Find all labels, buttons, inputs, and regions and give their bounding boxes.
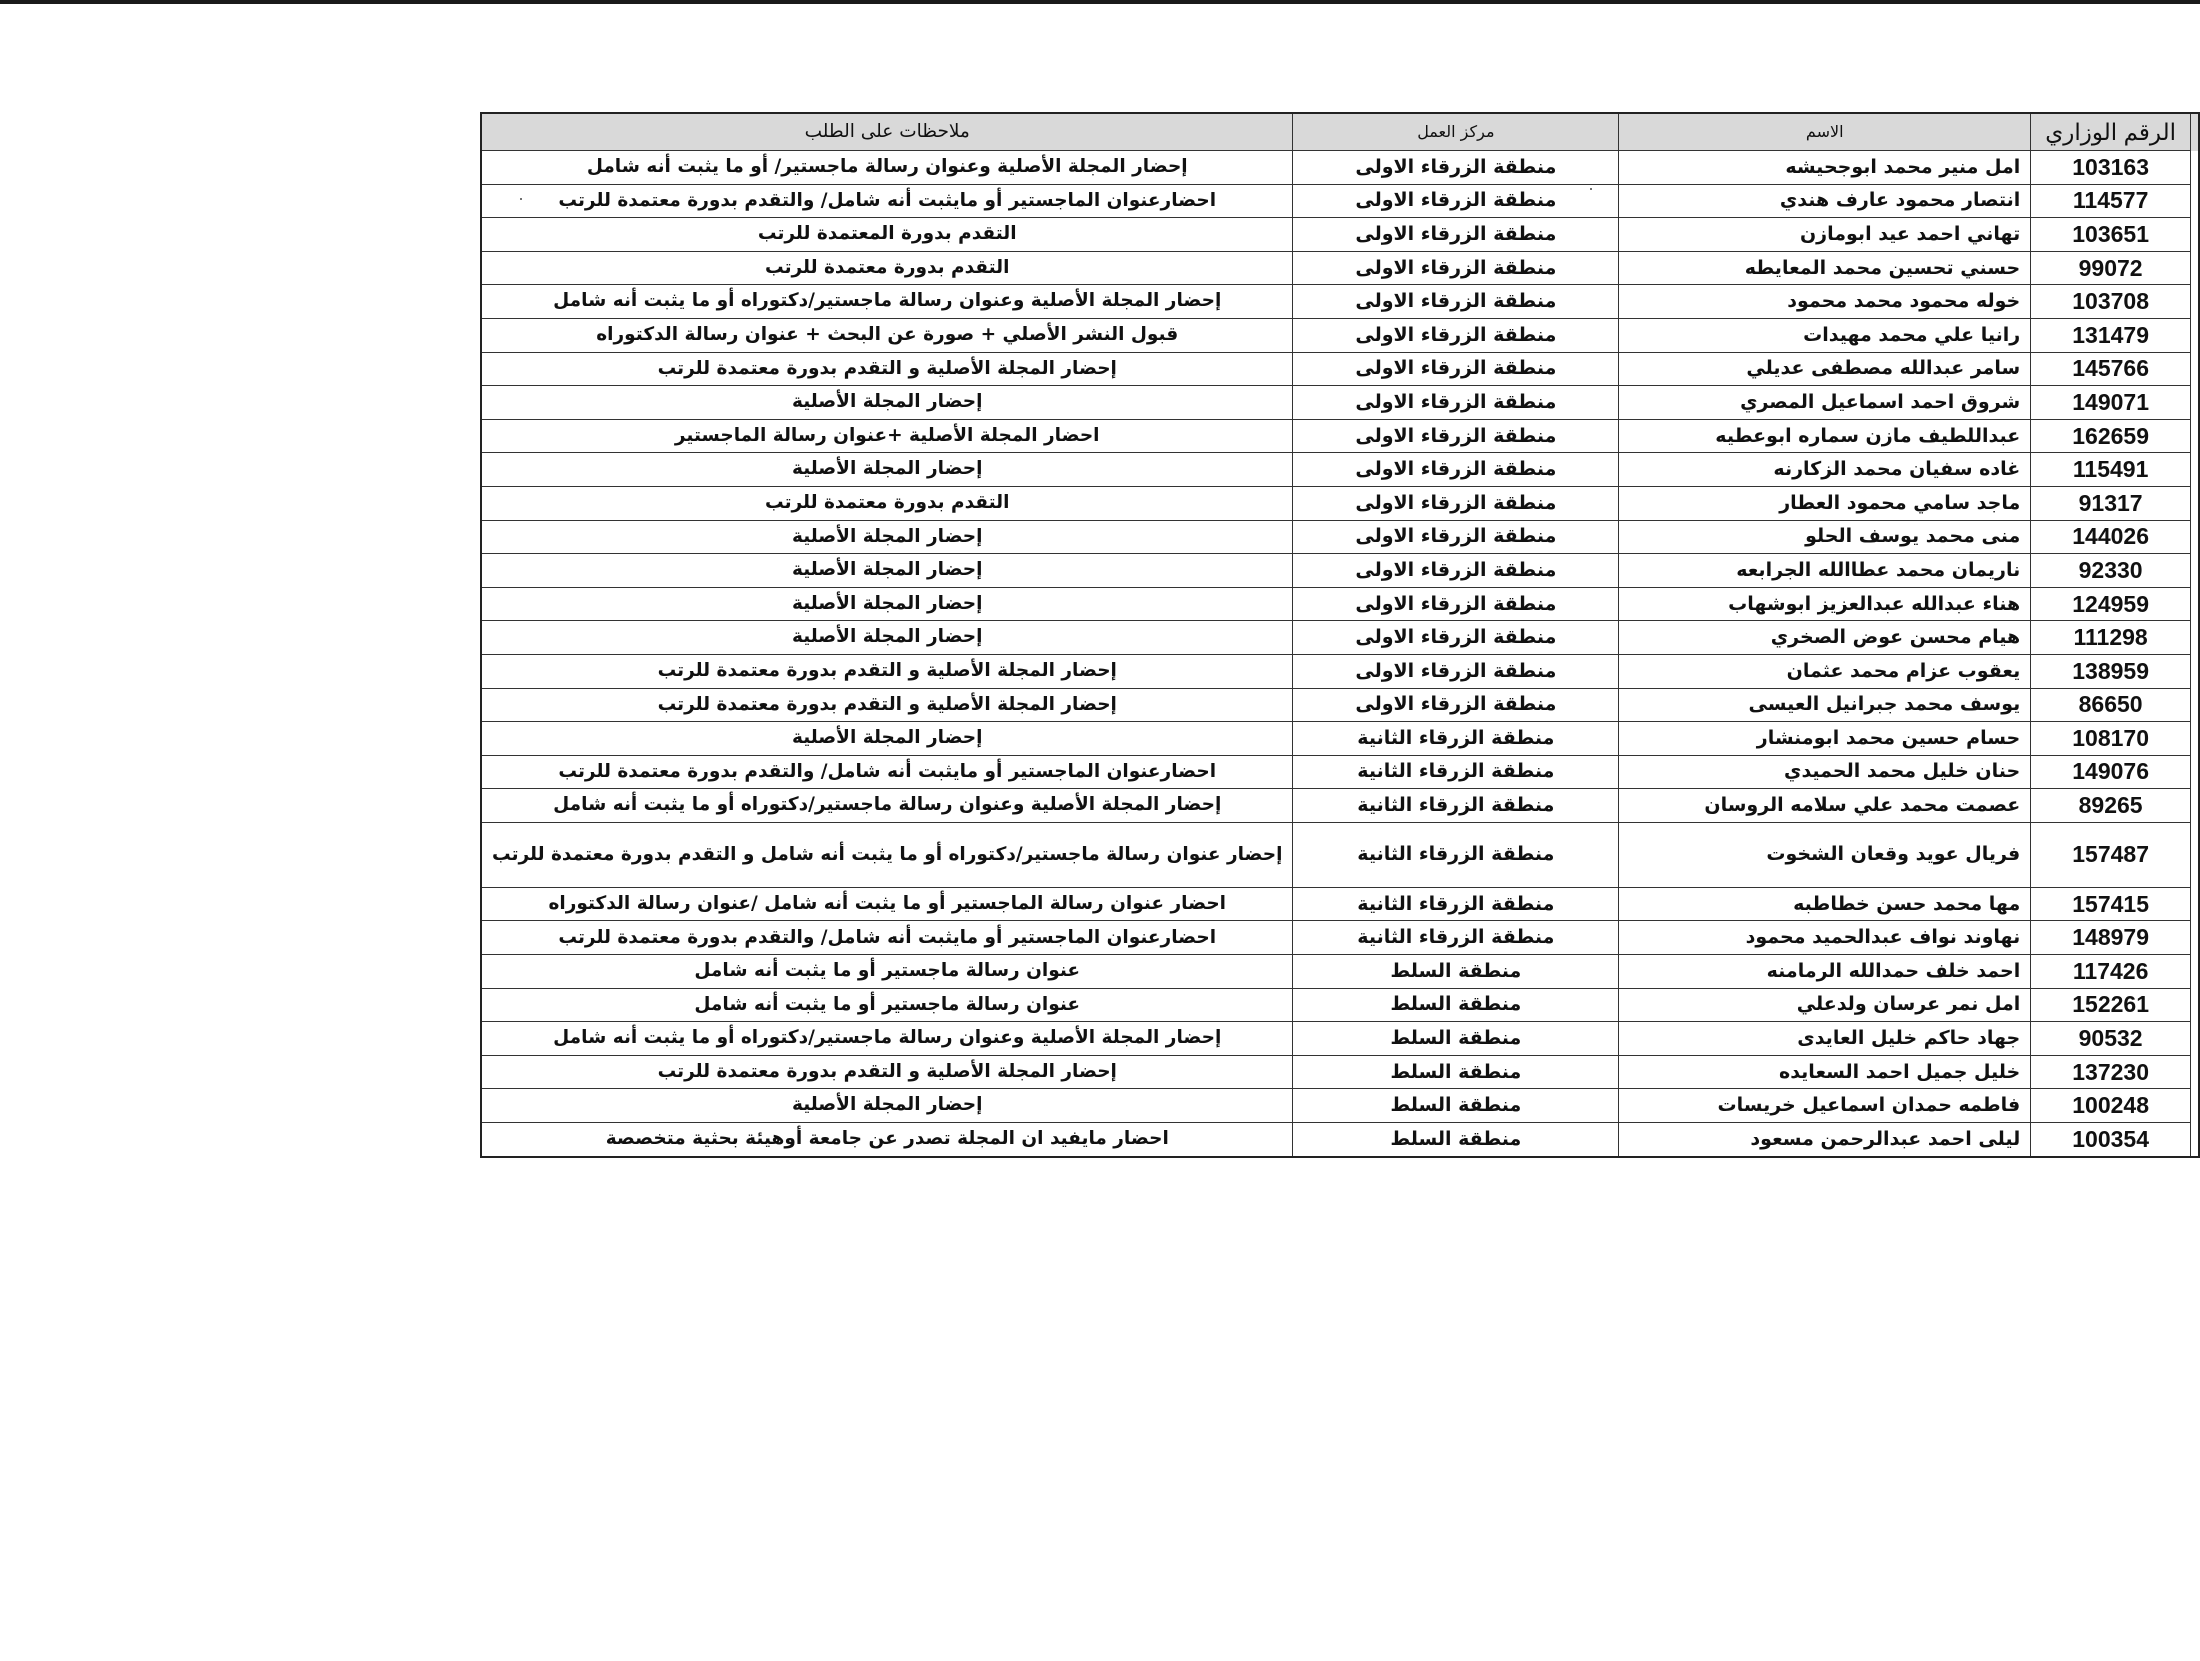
cell-id: 92330 — [2031, 554, 2191, 588]
table-edge-stub — [2191, 688, 2199, 722]
cell-id: 145766 — [2031, 352, 2191, 386]
cell-center: منطقة الزرقاء الاولى — [1293, 486, 1619, 520]
cell-center: منطقة الزرقاء الثانية — [1293, 822, 1619, 887]
cell-notes: إحضار المجلة الأصلية — [481, 554, 1293, 588]
cell-notes: إحضار المجلة الأصلية — [481, 386, 1293, 420]
cell-id: 131479 — [2031, 318, 2191, 352]
cell-id: 108170 — [2031, 722, 2191, 756]
table-row — [481, 621, 2199, 655]
table-edge-stub — [2191, 1089, 2199, 1123]
cell-notes: إحضار المجلة الأصلية و التقدم بدورة معتمدة للرتب — [481, 352, 1293, 386]
cell-notes: التقدم بدورة معتمدة للرتب — [481, 251, 1293, 285]
table-row — [481, 722, 2199, 756]
cell-name: خليل جميل احمد السعايده — [1619, 1055, 2031, 1089]
cell-center: منطقة الزرقاء الثانية — [1293, 789, 1619, 823]
table-edge-stub — [2191, 318, 2199, 352]
table-edge-stub — [2191, 822, 2199, 887]
table-row — [481, 887, 2199, 921]
cell-id: 137230 — [2031, 1055, 2191, 1089]
cell-notes: احضارعنوان الماجستير أو مايثبت أنه شامل/ والتقدم بدورة معتمدة للرتب — [481, 755, 1293, 789]
scan-edge — [0, 0, 2200, 4]
cell-notes: احضار عنوان رسالة الماجستير أو ما يثبت أنه شامل /عنوان رسالة الدكتوراه — [481, 887, 1293, 921]
table-edge-stub — [2191, 285, 2199, 319]
cell-center: منطقة الزرقاء الاولى — [1293, 151, 1619, 185]
cell-id: 148979 — [2031, 921, 2191, 955]
cell-notes: احضارعنوان الماجستير أو مايثبت أنه شامل/ والتقدم بدورة معتمدة للرتب — [481, 184, 1293, 218]
cell-notes: إحضار المجلة الأصلية — [481, 587, 1293, 621]
cell-notes: إحضار المجلة الأصلية و التقدم بدورة معتمدة للرتب — [481, 1055, 1293, 1089]
cell-center: منطقة الزرقاء الثانية — [1293, 887, 1619, 921]
cell-name: حسام حسين محمد ابومنشار — [1619, 722, 2031, 756]
header-id: الرقم الوزاري — [2031, 113, 2191, 151]
cell-center: منطقة السلط — [1293, 1089, 1619, 1123]
table-row — [481, 1022, 2199, 1056]
cell-id: 115491 — [2031, 453, 2191, 487]
table-edge-stub — [2191, 587, 2199, 621]
table-row — [481, 318, 2199, 352]
table-edge-stub — [2191, 554, 2199, 588]
header-name: الاسم — [1619, 113, 2031, 151]
cell-id: 111298 — [2031, 621, 2191, 655]
cell-center: منطقة السلط — [1293, 1022, 1619, 1056]
cell-center: منطقة الزرقاء الاولى — [1293, 520, 1619, 554]
cell-id: 117426 — [2031, 955, 2191, 989]
table-edge-stub — [2191, 1055, 2199, 1089]
cell-name: نهاوند نواف عبدالحميد محمود — [1619, 921, 2031, 955]
table-edge-stub — [2191, 520, 2199, 554]
cell-id: 149076 — [2031, 755, 2191, 789]
table-header-row — [481, 113, 2199, 151]
cell-id: 90532 — [2031, 1022, 2191, 1056]
cell-name: تهاني احمد عيد ابومازن — [1619, 218, 2031, 252]
table-row — [481, 352, 2199, 386]
cell-id: 100354 — [2031, 1123, 2191, 1157]
cell-id: 100248 — [2031, 1089, 2191, 1123]
cell-notes: احضارعنوان الماجستير أو مايثبت أنه شامل/ والتقدم بدورة معتمدة للرتب — [481, 921, 1293, 955]
cell-name: عصمت محمد علي سلامه الروسان — [1619, 789, 2031, 823]
table-row — [481, 184, 2199, 218]
cell-id: 103708 — [2031, 285, 2191, 319]
cell-center: منطقة الزرقاء الثانية — [1293, 921, 1619, 955]
cell-center: منطقة الزرقاء الاولى — [1293, 621, 1619, 655]
cell-notes: قبول النشر الأصلي + صورة عن البحث + عنوان رسالة الدكتوراه — [481, 318, 1293, 352]
cell-center: منطقة الزرقاء الاولى — [1293, 184, 1619, 218]
cell-name: يعقوب عزام محمد عثمان — [1619, 654, 2031, 688]
cell-notes: احضار مايفيد ان المجلة تصدر عن جامعة أوهيئة بحثية متخصصة — [481, 1123, 1293, 1157]
cell-notes: احضار المجلة الأصلية +عنوان رسالة الماجستير — [481, 419, 1293, 453]
cell-notes: إحضار المجلة الأصلية وعنوان رسالة ماجستير/دكتوراه أو ما يثبت أنه شامل — [481, 789, 1293, 823]
cell-name: حسني تحسين محمد المعايطه — [1619, 251, 2031, 285]
cell-id: 157415 — [2031, 887, 2191, 921]
cell-name: مها محمد حسن خطاطبه — [1619, 887, 2031, 921]
cell-name: انتصار محمود عارف هندي — [1619, 184, 2031, 218]
cell-name: شروق احمد اسماعيل المصري — [1619, 386, 2031, 420]
cell-id: 91317 — [2031, 486, 2191, 520]
table-row — [481, 1123, 2199, 1157]
cell-center: منطقة الزرقاء الثانية — [1293, 722, 1619, 756]
table-edge-stub — [2191, 184, 2199, 218]
table-edge-stub — [2191, 654, 2199, 688]
cell-id: 103651 — [2031, 218, 2191, 252]
cell-name: غاده سفيان محمد الزكارنه — [1619, 453, 2031, 487]
table-edge-stub — [2191, 722, 2199, 756]
table-edge-stub — [2191, 352, 2199, 386]
table-row — [481, 755, 2199, 789]
cell-id: 157487 — [2031, 822, 2191, 887]
table-edge-stub — [2191, 921, 2199, 955]
cell-notes: عنوان رسالة ماجستير أو ما يثبت أنه شامل — [481, 988, 1293, 1022]
cell-center: منطقة الزرقاء الاولى — [1293, 218, 1619, 252]
cell-notes: التقدم بدورة المعتمدة للرتب — [481, 218, 1293, 252]
cell-center: منطقة السلط — [1293, 988, 1619, 1022]
cell-notes: إحضار المجلة الأصلية — [481, 722, 1293, 756]
cell-notes: إحضار عنوان رسالة ماجستير/دكتوراه أو ما يثبت أنه شامل و التقدم بدورة معتمدة للرتب — [481, 822, 1293, 887]
cell-center: منطقة الزرقاء الاولى — [1293, 654, 1619, 688]
table-row — [481, 386, 2199, 420]
cell-center: منطقة الزرقاء الثانية — [1293, 755, 1619, 789]
cell-id: 149071 — [2031, 386, 2191, 420]
cell-name: امل نمر عرسان ولدعلي — [1619, 988, 2031, 1022]
cell-name: امل منير محمد ابوجحيشه — [1619, 151, 2031, 185]
cell-center: منطقة الزرقاء الاولى — [1293, 554, 1619, 588]
cell-center: منطقة الزرقاء الاولى — [1293, 251, 1619, 285]
table-row — [481, 1055, 2199, 1089]
table-edge-stub — [2191, 887, 2199, 921]
cell-notes: التقدم بدورة معتمدة للرتب — [481, 486, 1293, 520]
cell-notes: إحضار المجلة الأصلية — [481, 621, 1293, 655]
table-edge-stub — [2191, 113, 2199, 151]
table-edge-stub — [2191, 1123, 2199, 1157]
cell-name: عبداللطيف مازن سماره ابوعطيه — [1619, 419, 2031, 453]
table-edge-stub — [2191, 151, 2199, 185]
cell-id: 152261 — [2031, 988, 2191, 1022]
table-edge-stub — [2191, 955, 2199, 989]
applications-table — [480, 112, 2200, 1158]
table-row — [481, 419, 2199, 453]
table-row — [481, 453, 2199, 487]
cell-center: منطقة الزرقاء الاولى — [1293, 285, 1619, 319]
table-row — [481, 921, 2199, 955]
cell-center: منطقة الزرقاء الاولى — [1293, 587, 1619, 621]
cell-name: سامر عبدالله مصطفى عديلي — [1619, 352, 2031, 386]
cell-id: 144026 — [2031, 520, 2191, 554]
cell-center: منطقة السلط — [1293, 1055, 1619, 1089]
cell-name: فاطمه حمدان اسماعيل خريسات — [1619, 1089, 2031, 1123]
table-row — [481, 1089, 2199, 1123]
cell-notes: إحضار المجلة الأصلية — [481, 520, 1293, 554]
table-row — [481, 218, 2199, 252]
cell-notes: إحضار المجلة الأصلية وعنوان رسالة ماجستير/ أو ما يثبت أنه شامل — [481, 151, 1293, 185]
cell-name: هناء عبدالله عبدالعزيز ابوشهاب — [1619, 587, 2031, 621]
table-edge-stub — [2191, 988, 2199, 1022]
table-edge-stub — [2191, 789, 2199, 823]
cell-name: هيام محسن عوض الصخري — [1619, 621, 2031, 655]
table-row — [481, 955, 2199, 989]
cell-name: احمد خلف حمدالله الرمامنه — [1619, 955, 2031, 989]
cell-notes: إحضار المجلة الأصلية وعنوان رسالة ماجستير/دكتوراه أو ما يثبت أنه شامل — [481, 285, 1293, 319]
cell-center: منطقة السلط — [1293, 955, 1619, 989]
table-row — [481, 988, 2199, 1022]
cell-id: 89265 — [2031, 789, 2191, 823]
cell-center: منطقة الزرقاء الاولى — [1293, 386, 1619, 420]
table-edge-stub — [2191, 1022, 2199, 1056]
cell-name: ليلى احمد عبدالرحمن مسعود — [1619, 1123, 2031, 1157]
cell-center: منطقة الزرقاء الاولى — [1293, 419, 1619, 453]
table-edge-stub — [2191, 386, 2199, 420]
cell-name: حنان خليل محمد الحميدي — [1619, 755, 2031, 789]
cell-notes: عنوان رسالة ماجستير أو ما يثبت أنه شامل — [481, 955, 1293, 989]
table-row — [481, 554, 2199, 588]
cell-id: 162659 — [2031, 419, 2191, 453]
table-edge-stub — [2191, 621, 2199, 655]
cell-notes: إحضار المجلة الأصلية وعنوان رسالة ماجستير/دكتوراه أو ما يثبت أنه شامل — [481, 1022, 1293, 1056]
table-row — [481, 486, 2199, 520]
cell-center: منطقة السلط — [1293, 1123, 1619, 1157]
table-edge-stub — [2191, 251, 2199, 285]
table-edge-stub — [2191, 453, 2199, 487]
table-row — [481, 151, 2199, 185]
header-notes: ملاحظات على الطلب — [481, 113, 1293, 151]
table-edge-stub — [2191, 218, 2199, 252]
table-row — [481, 789, 2199, 823]
table-row — [481, 285, 2199, 319]
table-row — [481, 822, 2199, 887]
table-row — [481, 251, 2199, 285]
cell-name: يوسف محمد جبرانيل العيسى — [1619, 688, 2031, 722]
cell-name: خوله محمود محمد محمود — [1619, 285, 2031, 319]
cell-id: 99072 — [2031, 251, 2191, 285]
table-row — [481, 654, 2199, 688]
cell-id: 86650 — [2031, 688, 2191, 722]
cell-center: منطقة الزرقاء الاولى — [1293, 318, 1619, 352]
cell-name: منى محمد يوسف الحلو — [1619, 520, 2031, 554]
cell-id: 124959 — [2031, 587, 2191, 621]
table-row — [481, 587, 2199, 621]
cell-name: ماجد سامي محمود العطار — [1619, 486, 2031, 520]
cell-notes: إحضار المجلة الأصلية و التقدم بدورة معتمدة للرتب — [481, 688, 1293, 722]
table-edge-stub — [2191, 419, 2199, 453]
cell-name: جهاد حاكم خليل العايدى — [1619, 1022, 2031, 1056]
cell-notes: إحضار المجلة الأصلية — [481, 1089, 1293, 1123]
cell-center: منطقة الزرقاء الاولى — [1293, 688, 1619, 722]
cell-name: فريال عويد وقعان الشخوت — [1619, 822, 2031, 887]
cell-center: منطقة الزرقاء الاولى — [1293, 352, 1619, 386]
header-center: مركز العمل — [1293, 113, 1619, 151]
table-row — [481, 520, 2199, 554]
table-edge-stub — [2191, 486, 2199, 520]
cell-center: منطقة الزرقاء الاولى — [1293, 453, 1619, 487]
cell-id: 114577 — [2031, 184, 2191, 218]
table-row — [481, 688, 2199, 722]
cell-notes: إحضار المجلة الأصلية — [481, 453, 1293, 487]
cell-name: ناريمان محمد عطاالله الجرابعه — [1619, 554, 2031, 588]
cell-notes: إحضار المجلة الأصلية و التقدم بدورة معتمدة للرتب — [481, 654, 1293, 688]
cell-id: 103163 — [2031, 151, 2191, 185]
cell-id: 138959 — [2031, 654, 2191, 688]
table-edge-stub — [2191, 755, 2199, 789]
cell-name: رانيا علي محمد مهيدات — [1619, 318, 2031, 352]
